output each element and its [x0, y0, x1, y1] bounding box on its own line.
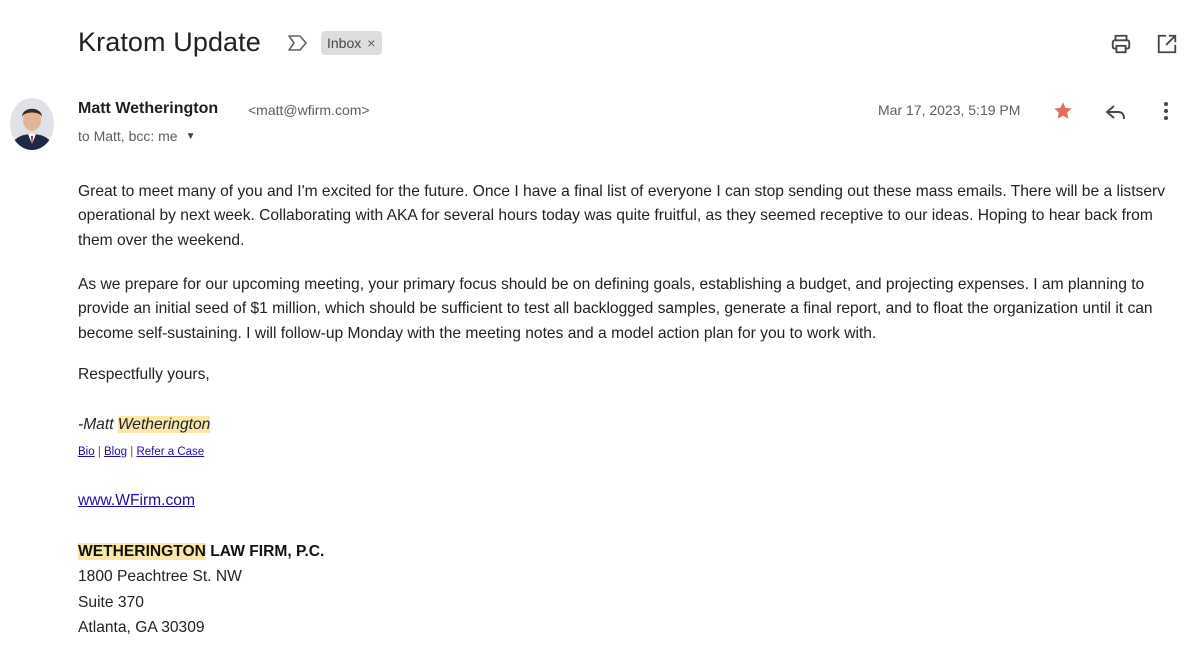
refer-a-case-link[interactable]: Refer a Case: [136, 446, 205, 458]
signature-name-prefix: -Matt: [78, 416, 118, 433]
more-options-icon[interactable]: [1158, 100, 1174, 122]
body-paragraph-2: As we prepare for our upcoming meeting, your primary focus should be on defining goals, establishing a budget, and projecting expenses. I am planning to provide an initial seed of $1 million, which should be sufficient to test all backlogged samples, generate a final report, and to float the organization until it can become self-sustaining. I will follow-up Monday with the meeting notes and a model action plan for you to work with.: [78, 276, 1153, 342]
show-details-chevron-icon[interactable]: ▼: [185, 130, 196, 142]
star-icon[interactable]: [1052, 100, 1074, 122]
address-line-1: 1800 Peachtree St. NW: [78, 568, 242, 585]
signature-links: [78, 446, 204, 458]
message-header: [0, 0, 1200, 88]
website-link[interactable]: www.WFirm.com: [78, 492, 195, 509]
firm-name: [78, 543, 324, 561]
recipients-text: to Matt, bcc: me: [78, 128, 178, 144]
signature-name-highlight: Wetherington: [117, 416, 211, 433]
important-label-icon[interactable]: [287, 33, 309, 53]
closing-line: Respectfully yours,: [78, 366, 210, 383]
print-icon[interactable]: [1110, 33, 1132, 55]
bio-link[interactable]: Bio: [78, 446, 95, 458]
email-subject: Kratom Update: [78, 27, 261, 57]
signature-name: [78, 416, 210, 434]
body-paragraph-1: Great to meet many of you and I'm excited for the future. Once I have a final list of everyone I can stop sending out these mass emails. There will be a listserv operational by next week. Collaborating with AKA for several hours today was quite fruitful, as they seemed receptive to our ideas. Hoping to hear back from them over the weekend.: [78, 183, 1165, 249]
message-date: Mar 17, 2023, 5:19 PM: [878, 102, 1021, 118]
blog-link[interactable]: Blog: [104, 446, 128, 458]
open-in-new-window-icon[interactable]: [1156, 33, 1178, 55]
reply-icon[interactable]: [1104, 101, 1128, 123]
link-separator: |: [94, 446, 105, 458]
sender-name: Matt Wetherington: [78, 100, 219, 117]
inbox-label-text: Inbox: [327, 35, 362, 51]
firm-name-rest: LAW FIRM, P.C.: [205, 543, 325, 560]
address-line-3: Atlanta, GA 30309: [78, 619, 205, 636]
address-line-2: Suite 370: [78, 594, 144, 611]
sender-email: <matt@wfirm.com>: [248, 102, 370, 118]
inbox-label-chip: [321, 31, 382, 55]
firm-name-highlight: WETHERINGTON: [78, 543, 206, 560]
remove-label-button[interactable]: ×: [367, 35, 376, 51]
recipients-line: [78, 128, 196, 144]
link-separator: |: [127, 446, 137, 458]
sender-avatar[interactable]: [10, 98, 54, 150]
